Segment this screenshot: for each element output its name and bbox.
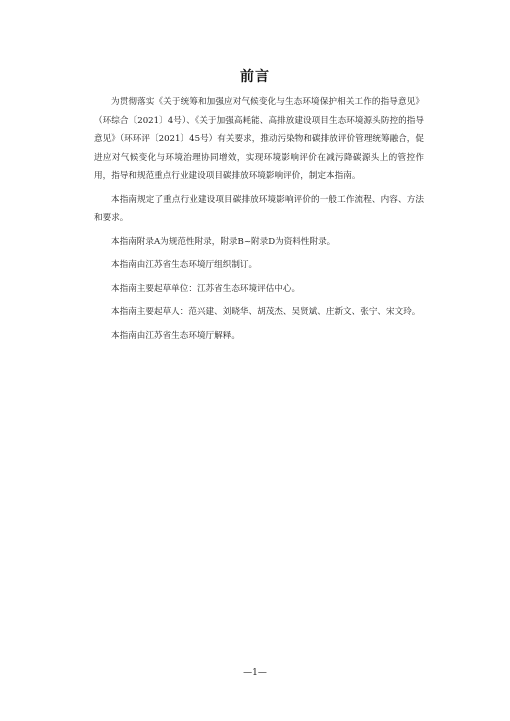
page-number: —1— xyxy=(243,668,267,678)
paragraph-drafting-unit: 本指南主要起草单位：江苏省生态环境评估中心。 xyxy=(111,283,301,294)
paragraph-organizer: 本指南由江苏省生态环境厅组织制订。 xyxy=(111,260,258,270)
paragraph-scope: 本指南规定了重点行业建设项目碳排放环境影响评价的一般工作流程、内容、方法和要求。 xyxy=(94,194,424,223)
paragraph-drafters: 本指南主要起草人：范兴建、刘晓华、胡茂杰、吴贤斌、庄新文、张宁、宋文玲。 xyxy=(111,307,421,317)
paragraph-interpretation: 本指南由江苏省生态环境厅解释。 xyxy=(111,330,240,341)
page-title: 前言 xyxy=(240,69,270,85)
paragraph-appendix: 本指南附录A为规范性附录，附录B~附录D为资料性附录。 xyxy=(111,236,336,247)
foreword-body xyxy=(94,93,424,345)
paragraph-purpose: 为贯彻落实《关于统筹和加强应对气候变化与生态环境保护相关工作的指导意见》（环综合〔2021〕4号）、《关于加强高耗能、高排放建设项目生态环境源头防控的指导意见》（环环评〔2021〕45号）有关要求，推动污染物和碳排放评价管理统筹融合，促进应对气候变化与环境治理协同增效，实现环境影响评价在减污降碳源头上的管控作用，指导和规范重点行业建设项目碳排放环境影响评价，制定本指南。 xyxy=(94,97,424,181)
